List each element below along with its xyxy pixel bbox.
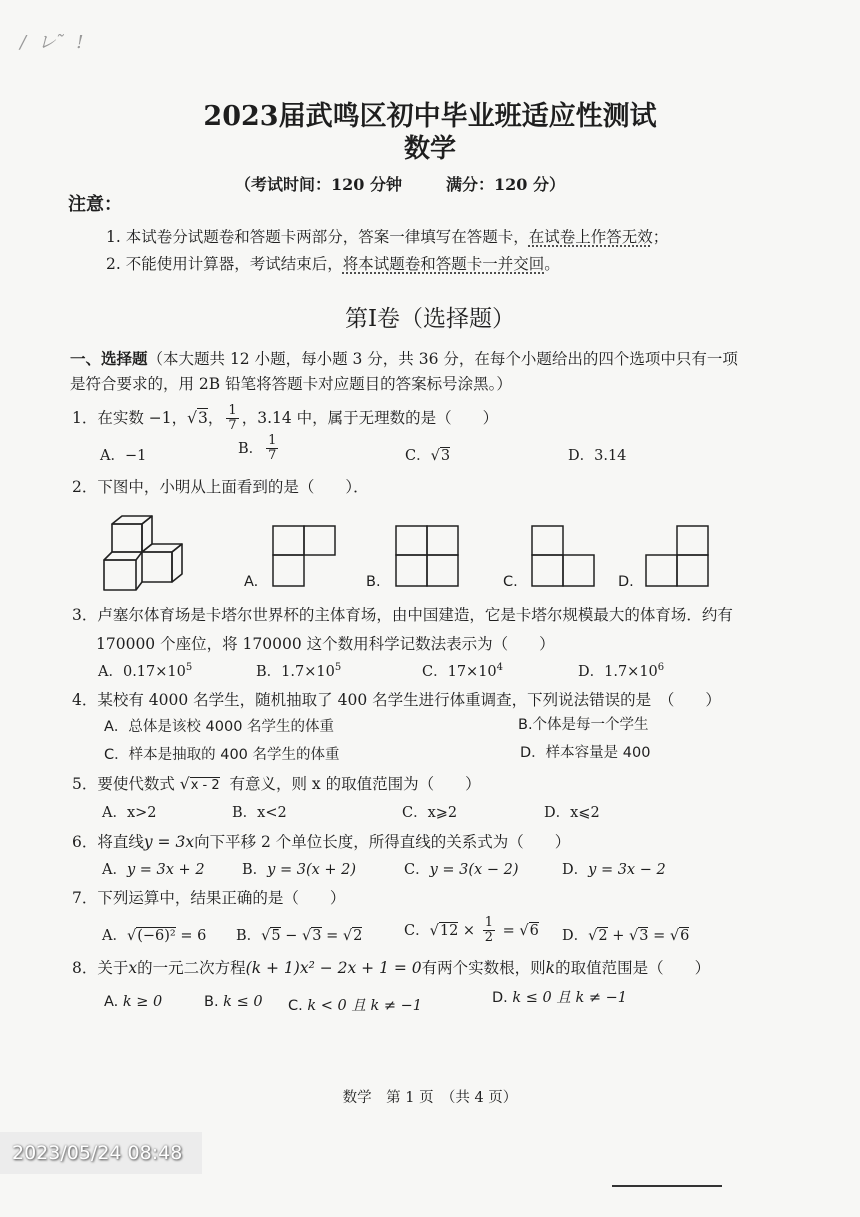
q2-option-d-figure [645,525,709,587]
q4-option-d[interactable]: D．样本容量是 400 [520,745,651,761]
q6-option-a-expr: y = 3x + 2 [126,862,205,878]
q7-option-d-s2: 3 [639,928,649,944]
q8-option-b-expr: k ≤ 0 [223,994,263,1010]
q3-option-c-text: C．17×10 [422,664,497,680]
question-4-stem: 4．某校有 4000 名学生，随机抽取了 400 名学生进行体重调查，下列说法错误的是 （ ） [72,691,721,709]
q2-option-d-label[interactable]: D. [618,574,634,590]
notice-item-2-emphasis: 将本试题卷和答题卡一并交回 [342,255,545,273]
exam-subject: 数学 [403,134,456,164]
q1-option-d[interactable]: D．3.14 [568,448,627,464]
q8-var-k: k [545,959,556,977]
q8-option-b-label: B. [204,994,219,1010]
q2-option-b-label[interactable]: B. [366,574,381,590]
q6-option-d[interactable] [562,858,666,879]
q3-option-c-exponent: 4 [496,662,504,674]
question-1-stem: 1．在实数 −1，√3， $\frac{1}{7}$ ，3.14 中，属于无理数的是（ ） [72,403,499,434]
q8-option-a[interactable] [104,994,162,1010]
exam-meta [235,172,565,195]
q7-option-d-s3: 6 [680,928,690,944]
q8-option-c-label: C. [288,998,303,1014]
cube-solid-figure [100,512,190,594]
q3-option-c[interactable] [422,660,503,681]
q5-option-b[interactable]: B．x<2 [232,805,287,821]
q7-option-b-s1: 5 [271,928,281,944]
q4-option-c[interactable]: C．样本是抽取的 400 名学生的体重 [104,747,340,763]
q1-stem-text: 1．在实数 −1， [72,408,188,427]
question-2-stem: 2．下图中，小明从上面看到的是（ ）． [72,478,369,496]
question-3-stem-line-1: 3．卢塞尔体育场是卡塔尔世界杯的主体育场，由中国建造，它是卡塔尔规模最大的体育场．约有 [72,606,733,624]
q3-option-a[interactable] [98,660,192,681]
question-5-stem: 5．要使代数式 √x - 2 有意义，则 x 的取值范围为（ ） [72,775,481,793]
q7-option-a[interactable]: A．√(−6)² = 6 [102,928,207,944]
q8-option-d[interactable] [492,986,627,1007]
section-heading: 一、选择题 [70,349,148,368]
timestamp-overlay: 2023/05/24 08:48 [0,1132,202,1174]
q7-option-a-radicand: (−6)² [137,928,176,944]
q8-option-b[interactable] [204,994,263,1010]
notice-item-2-end: 。 [544,255,560,273]
q6-option-c[interactable] [404,858,518,879]
q7-option-b-s2: 3 [312,928,322,944]
section-title: 第Ⅰ卷（选择题） [344,306,516,332]
q3-option-b-exponent: 5 [334,662,342,674]
question-3-stem-line-2: 170000 个座位，将 170000 这个数用科学记数法表示为（ ） [96,635,555,653]
q7-option-d-op: + [607,928,629,944]
q3-option-b[interactable] [256,660,341,681]
exam-time: （考试时间：120 分钟 [235,175,402,194]
q8-stem-text: 8．关于 [72,959,129,977]
notice-item-1-emphasis: 在试卷上作答无效 [528,228,653,246]
q3-option-d-exponent: 6 [657,662,665,674]
handwritten-scribble: / レ ̃ ! [20,32,87,53]
question-6-stem [72,830,570,852]
question-8-stem [72,956,710,978]
q6-option-a[interactable] [102,858,205,879]
q5-option-c[interactable]: C．x⩾2 [402,805,458,821]
notice-item-2 [106,252,560,274]
q4-option-a[interactable]: A．总体是该校 4000 名学生的体重 [104,719,335,735]
q5-stem-end: 有意义，则 x 的取值范围为（ ） [229,775,481,793]
q1-frac-den: 7 [228,418,237,434]
q6-line-expr: y = 3x [143,833,195,851]
q7-option-d[interactable]: D．√2 + √3 = √6 [562,928,690,944]
notice-item-1 [106,225,668,247]
q7-option-b-label: B． [236,928,262,944]
section-desc-1: （本大题共 12 小题，每小题 3 分，共 36 分，在每个小题给出的四个选项中只有一项 [147,350,738,368]
q5-stem-text: 5．要使代数式 [72,775,175,793]
bottom-divider [612,1185,722,1187]
q8-option-d-expr: k ≤ 0 且 k ≠ −1 [512,990,628,1006]
q1-option-c-value: 3 [440,448,451,464]
q3-option-a-exponent: 5 [185,662,193,674]
q7-option-d-s1: 2 [598,928,608,944]
q1-frac-num: 1 [228,403,237,418]
q8-option-a-expr: k ≥ 0 [122,994,163,1010]
q6-option-c-label: C． [404,862,430,878]
question-7-stem: 7．下列运算中，结果正确的是（ ） [72,889,346,907]
q7-option-c-s1: 12 [439,922,459,939]
q8-stem-end: 的取值范围是（ ） [555,959,711,977]
page-footer: 数学 第 1 页 （共 4 页） [342,1090,518,1106]
q8-equation: (k + 1)x² − 2x + 1 = 0 [245,959,422,977]
q7-option-c[interactable]: C．√12 × $\frac{1}{2}$ = √6 [404,915,539,946]
q7-option-c-label: C． [404,922,430,939]
q7-option-c-eq: = [497,922,520,939]
q1-b-num: 1 [268,433,277,448]
q3-option-a-text: A．0.17×10 [98,664,186,680]
q6-option-a-label: A． [102,862,127,878]
q2-option-a-label[interactable]: A. [244,574,259,590]
q6-option-d-expr: y = 3x − 2 [588,862,666,878]
q1-comma: ， [207,408,224,427]
q6-option-b-expr: y = 3(x + 2) [267,862,357,878]
q7-option-a-result: = 6 [175,928,207,944]
q8-option-c-expr: k < 0 且 k ≠ −1 [307,998,422,1014]
q1-option-c[interactable]: C．√3 [405,448,451,464]
q3-option-d[interactable] [578,660,664,681]
q7-option-c-op: × [458,922,480,939]
q2-option-b-figure [395,525,459,587]
q8-option-c[interactable] [288,994,422,1015]
q7-option-b-s3: 2 [353,928,363,944]
q2-option-c-figure [531,525,595,587]
q5-sqrt-expr: x - 2 [190,778,220,793]
q1-option-c-label: C． [405,448,431,464]
q1-sqrt-value: 3 [198,408,208,427]
q4-option-b[interactable]: B.个体是每一个学生 [518,717,649,733]
q2-option-c-label[interactable]: C. [503,574,518,590]
q7-option-d-eq: = [648,928,670,944]
q6-option-b-label: B． [242,862,268,878]
q7-option-c-fraction [483,916,495,946]
q6-option-b[interactable] [242,858,356,879]
q7-option-b-eq: = [321,928,343,944]
q6-stem-text: 6．将直线 [72,833,144,851]
section-intro-line-1 [70,347,738,369]
q8-var-x: x [128,959,138,977]
q5-option-a[interactable]: A．x>2 [102,805,157,821]
q1-option-a[interactable]: A．−1 [100,448,147,464]
exam-score: 满分：120 分） [445,175,565,194]
q7-option-a-label: A． [102,928,127,944]
q3-option-b-text: B．1.7×10 [256,664,335,680]
q8-stem-mid: 的一元二次方程 [137,959,246,977]
notice-item-2-text: 2. 不能使用计算器，考试结束后， [106,255,343,273]
q1-stem-end: ，3.14 中，属于无理数的是（ ） [241,408,499,427]
q6-option-d-label: D． [562,862,589,878]
q7-c-den: 2 [484,930,493,946]
q7-c-num: 1 [484,915,493,930]
q8-stem-mid-2: 有两个实数根，则 [421,959,546,977]
q3-option-d-text: D．1.7×10 [578,664,658,680]
q1-option-b-label: B． [238,440,264,457]
q6-option-c-expr: y = 3(x − 2) [429,862,519,878]
section-intro-line-2: 是符合要求的，用 2B 铅笔将答题卡对应题目的答案标号涂黑。） [70,375,512,393]
q6-stem-end: 向下平移 2 个单位长度，所得直线的关系式为（ ） [194,833,571,851]
exam-title: 2023届武鸣区初中毕业班适应性测试 [203,101,657,132]
q7-option-b-op: − [280,928,303,944]
q1-b-den: 7 [268,448,277,464]
q8-option-d-label: D. [492,990,508,1006]
q1-fraction [226,404,238,434]
q1-option-b-fraction [266,434,278,464]
q5-option-d[interactable]: D．x⩽2 [544,805,600,821]
q7-option-b[interactable]: B．√5 − √3 = √2 [236,928,363,944]
q2-option-a-figure [272,525,336,587]
notice-item-1-text: 1. 本试卷分试题卷和答题卡两部分，答案一律填写在答题卡， [106,228,529,246]
notice-item-1-end: ； [652,228,669,246]
q1-option-b[interactable] [238,434,281,464]
q8-option-a-label: A. [104,994,119,1010]
notice-heading: 注意： [68,194,122,215]
q7-option-c-s2: 6 [529,922,539,939]
q7-option-d-label: D． [562,928,589,944]
